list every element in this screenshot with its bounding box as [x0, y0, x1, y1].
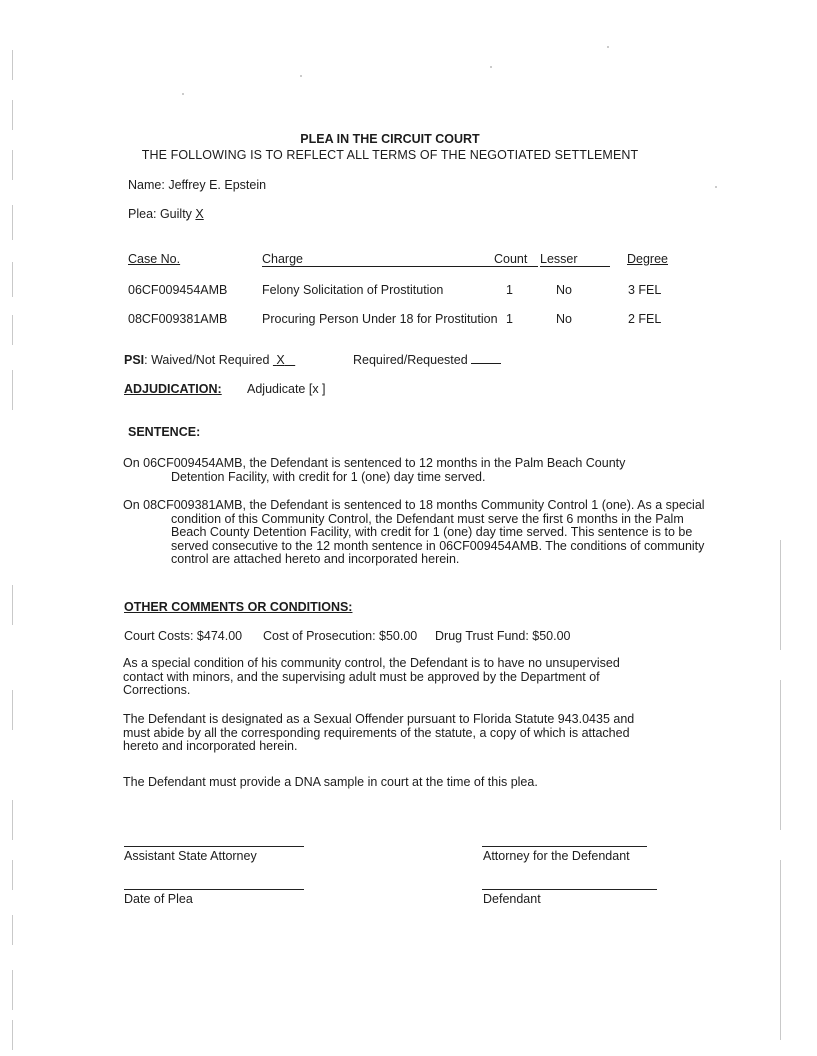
adjudication-value: Adjudicate [x ]	[247, 382, 326, 396]
condition-paragraph: As a special condition of his community control, the Defendant is to have no unsupervised contact with minors, and the supervising adult must be approved by the Department of Corrections.	[123, 656, 620, 697]
scan-speck	[715, 186, 717, 188]
plea-label: Plea: Guilty	[128, 207, 192, 221]
sentence-heading: SENTENCE:	[128, 425, 201, 439]
column-header-degree: Degree	[627, 252, 668, 266]
scan-edge-mark	[12, 690, 13, 730]
psi-waived-mark	[273, 353, 295, 367]
signature-line	[482, 889, 657, 890]
sentence-paragraph: On 06CF009454AMB, the Defendant is sentenced to 12 months in the Palm Beach County Detention Facility, with credit for 1 (one) day time served.	[123, 456, 626, 484]
psi-required-blank	[471, 353, 501, 364]
table-row-charge: Felony Solicitation of Prostitution	[262, 283, 444, 297]
date-of-plea-label: Date of Plea	[124, 892, 193, 906]
table-row-lesser: No	[556, 283, 572, 297]
table-row-lesser: No	[556, 312, 572, 326]
scan-edge-mark	[12, 50, 13, 80]
assistant-state-attorney-label: Assistant State Attorney	[124, 849, 257, 863]
column-header-count-label: Count	[494, 252, 528, 266]
scan-edge-mark	[12, 800, 13, 840]
scan-edge-mark	[780, 680, 781, 830]
signature-line	[482, 846, 647, 847]
scan-edge-mark	[12, 1020, 13, 1050]
scan-edge-mark	[12, 970, 13, 1010]
condition-paragraph: The Defendant is designated as a Sexual Offender pursuant to Florida Statute 943.0435 and must abide by all the corresponding requirements of the statute, a copy of which is attached hereto and incorporated herein.	[123, 712, 635, 753]
table-row-degree: 2 FEL	[628, 312, 662, 326]
scan-edge-mark	[12, 585, 13, 625]
scan-edge-mark	[780, 860, 781, 1040]
table-row-count: 1	[506, 283, 513, 297]
signature-line	[124, 846, 304, 847]
drug-trust-fund: Drug Trust Fund: $50.00	[435, 629, 571, 643]
defense-attorney-label: Attorney for the Defendant	[483, 849, 630, 863]
column-header-case: Case No.	[128, 252, 181, 266]
column-header-count	[494, 252, 538, 267]
psi-label: PSI	[124, 353, 145, 367]
table-row-case: 06CF009454AMB	[128, 283, 228, 297]
scan-speck	[182, 93, 184, 95]
column-header-lesser	[540, 252, 610, 267]
scan-edge-mark	[12, 262, 13, 297]
plea-row	[128, 207, 204, 221]
scan-edge-mark	[780, 540, 781, 650]
column-header-lesser-label: Lesser	[540, 252, 578, 266]
column-header-charge-label: Charge	[262, 252, 303, 266]
psi-waived-label: : Waived/Not Required	[144, 353, 270, 367]
signature-line	[124, 889, 304, 890]
scan-speck	[490, 66, 492, 68]
page-title: PLEA IN THE CIRCUIT COURT	[300, 132, 480, 146]
table-row-count: 1	[506, 312, 513, 326]
prosecution-cost: Cost of Prosecution: $50.00	[263, 629, 418, 643]
scan-edge-mark	[12, 100, 13, 130]
adjudication-label: ADJUDICATION:	[124, 382, 222, 396]
scan-edge-mark	[12, 860, 13, 890]
scan-speck	[300, 75, 302, 77]
scan-edge-mark	[12, 315, 13, 345]
psi-waived-mark-value: X	[276, 353, 285, 367]
comments-heading: OTHER COMMENTS OR CONDITIONS:	[124, 600, 353, 614]
psi-required-row	[353, 353, 501, 367]
table-row-degree: 3 FEL	[628, 283, 662, 297]
scan-speck	[607, 46, 609, 48]
defendant-signature-label: Defendant	[483, 892, 541, 906]
name-label: Name:	[128, 178, 165, 192]
sentence-paragraph: On 08CF009381AMB, the Defendant is sentenced to 18 months Community Control 1 (one). As a special condition of this Community Control, the Defendant must serve the first 6 months in the Palm Beach County Detention Facility, with credit for 1 (one) day time served. This sentence is to be served consecutive to the 12 month sentence in 06CF009454AMB. The conditions of community control are attached hereto and incorporated herein.	[123, 498, 705, 566]
name-value: Jeffrey E. Epstein	[168, 178, 267, 192]
table-row-case: 08CF009381AMB	[128, 312, 228, 326]
court-costs: Court Costs: $474.00	[124, 629, 243, 643]
column-header-charge	[262, 252, 502, 267]
plea-mark: X	[195, 207, 204, 221]
psi-row	[124, 353, 295, 367]
condition-paragraph: The Defendant must provide a DNA sample in court at the time of this plea.	[123, 775, 538, 789]
table-row-charge: Procuring Person Under 18 for Prostitution	[262, 312, 498, 326]
page-subtitle: THE FOLLOWING IS TO REFLECT ALL TERMS OF THE NEGOTIATED SETTLEMENT	[141, 148, 639, 162]
scan-edge-mark	[12, 370, 13, 410]
adjudication-label-text: ADJUDICATION	[124, 382, 218, 396]
defendant-name-row	[128, 178, 266, 192]
psi-required-label: Required/Requested	[353, 353, 468, 367]
scan-edge-mark	[12, 205, 13, 240]
scan-edge-mark	[12, 915, 13, 945]
